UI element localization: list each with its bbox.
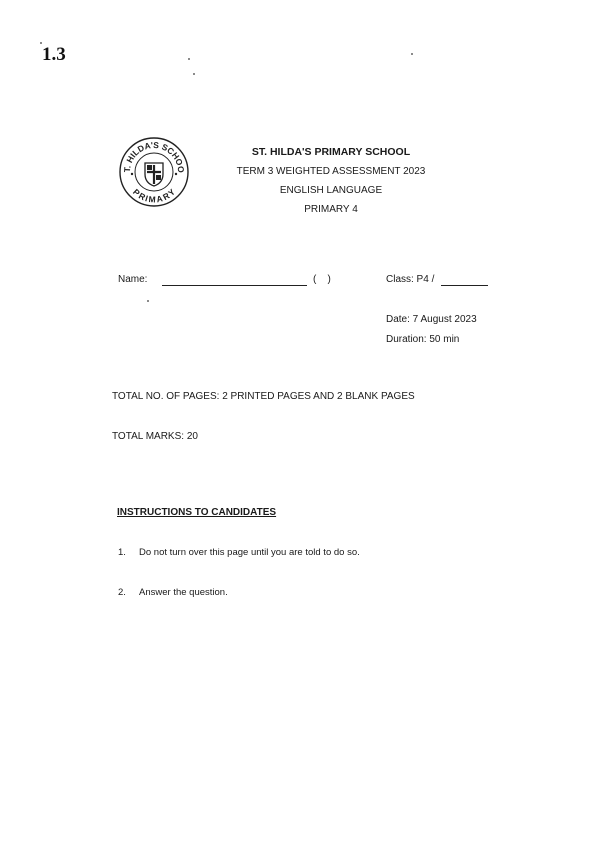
- class-label: Class: P4 /: [386, 274, 435, 285]
- exam-duration: Duration: 50 min: [386, 334, 460, 345]
- class-field-line[interactable]: [441, 285, 488, 286]
- exam-date: Date: 7 August 2023: [386, 314, 477, 325]
- instruction-text: Do not turn over this page until you are told to do so.: [139, 547, 360, 558]
- page-number: 1.3: [42, 44, 66, 65]
- instruction-number: 1.: [118, 547, 126, 558]
- svg-text:ST. HILDA'S SCHOOL: T. HILDA'S SCHOO: [121, 139, 187, 174]
- register-number-brackets[interactable]: ( ): [313, 274, 331, 285]
- instruction-number: 2.: [118, 587, 126, 598]
- level-title: PRIMARY 4: [304, 204, 358, 215]
- instruction-text: Answer the question.: [139, 587, 228, 598]
- assessment-title: TERM 3 WEIGHTED ASSESSMENT 2023: [236, 166, 426, 177]
- scan-speck: [188, 58, 190, 60]
- name-label: Name:: [118, 274, 148, 285]
- scan-speck: [411, 53, 413, 55]
- scan-speck: [40, 42, 42, 44]
- scan-speck: [193, 73, 195, 75]
- exam-header: [215, 143, 447, 219]
- school-crest-icon: [118, 136, 190, 208]
- school-name: ST. HILDA'S PRIMARY SCHOOL: [251, 146, 411, 158]
- total-pages: TOTAL NO. OF PAGES: 2 PRINTED PAGES AND 2 BLANK PAGES: [112, 391, 415, 402]
- svg-text:PRIMARY: PRIMARY: [130, 186, 178, 205]
- scan-speck: [147, 300, 149, 302]
- instructions-title: INSTRUCTIONS TO CANDIDATES: [117, 507, 277, 518]
- subject-title: ENGLISH LANGUAGE: [279, 185, 383, 196]
- total-marks: TOTAL MARKS: 20: [112, 431, 198, 442]
- name-field-line[interactable]: [162, 285, 307, 286]
